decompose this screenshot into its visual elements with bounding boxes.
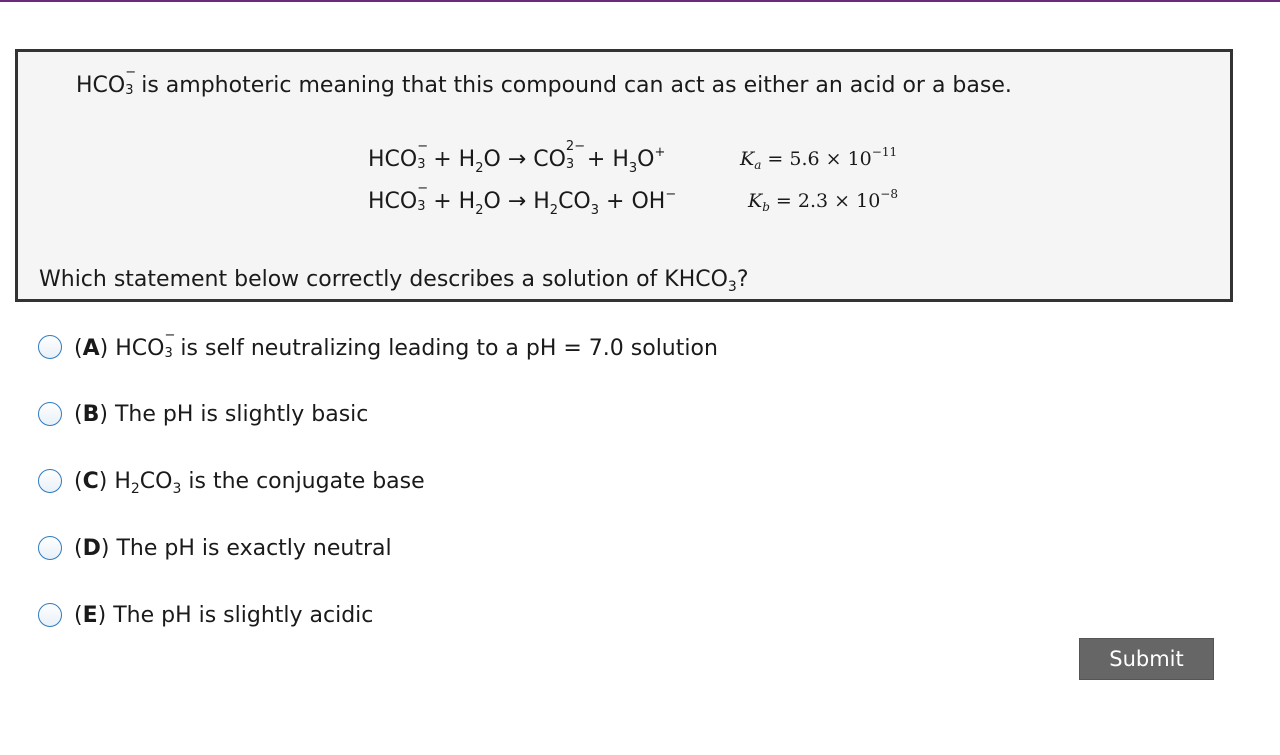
radio-button-d[interactable] xyxy=(38,536,62,560)
equation-base: HCO − 3 + $H_2O \to H_2CO_3 + OH^-$ xyxy=(368,181,677,218)
option-b[interactable]: (B) The pH is slightly basic xyxy=(38,399,368,429)
kb-value: $K_b = 2.3 \times 10^{-8}$ xyxy=(748,187,898,214)
option-a[interactable]: (A) HCO − 3 is self neutralizing leading to a pH = 7.0 solution xyxy=(38,332,718,362)
radio-button-a[interactable] xyxy=(38,335,62,359)
ka-value: $K_a = 5.6 \times 10^{-11}$ xyxy=(740,145,898,172)
submit-button[interactable]: Submit xyxy=(1079,638,1214,680)
option-d[interactable]: (D) The pH is exactly neutral xyxy=(38,533,392,563)
equation-acid: HCO − 3 + $H_2O$ → CO 2− 3 + $H_3O^+$ xyxy=(368,139,666,176)
option-e[interactable]: (E) The pH is slightly acidic xyxy=(38,600,373,630)
top-accent-rule xyxy=(0,0,1280,2)
radio-button-b[interactable] xyxy=(38,402,62,426)
question-prompt: Which statement below correctly describes a solution of $KHCO_3$? xyxy=(39,267,749,295)
question-intro: HCO − 3 is amphoteric meaning that this compound can act as either an acid or a base. xyxy=(76,65,1012,98)
formula-hco3: HCO xyxy=(76,73,126,98)
radio-button-c[interactable] xyxy=(38,469,62,493)
option-c[interactable]: (C) $H_2CO_3$ is the conjugate base xyxy=(38,466,425,496)
question-box xyxy=(15,49,1233,302)
radio-button-e[interactable] xyxy=(38,603,62,627)
